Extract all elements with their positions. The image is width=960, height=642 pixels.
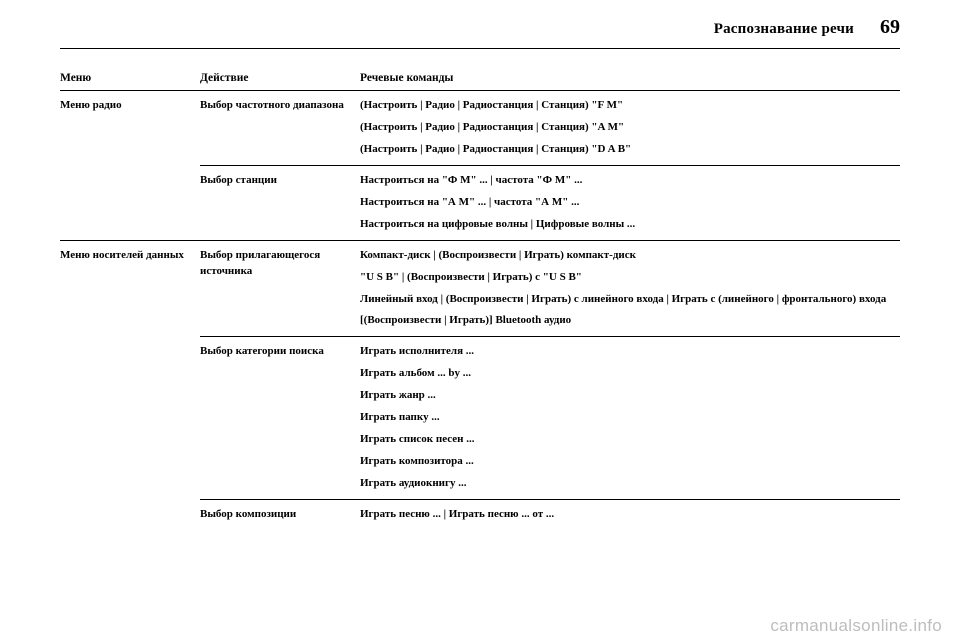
speech-commands-table (60, 70, 900, 530)
watermark: carmanualsonline.info (770, 616, 942, 635)
cell-menu-media: Меню носителей данных (60, 240, 200, 530)
table-header-row (60, 70, 900, 91)
cell-action-track: Выбор композиции (200, 499, 360, 529)
column-header-action: Действие (200, 70, 360, 91)
cell-action-station: Выбор станции (200, 165, 360, 240)
header-title: Распознавание речи (713, 21, 854, 37)
cell-commands-band: (Настроить | Радио | Радиостанция | Станция) "F M" (Настроить | Радио | Радиостанция | Станция) "A M" (Настроить | Радио | Радиостанция | Станция) "D A B" (360, 99, 632, 155)
cell-menu-radio: Меню радио (60, 99, 122, 111)
cell-commands-search-category: Играть исполнителя ... Играть альбом ... by ... Играть жанр ... Играть папку ... Играть список песен ... Играть композитора ... Играть аудиокнигу ... (360, 337, 900, 500)
table-row (60, 91, 900, 166)
page-number: 69 (880, 16, 900, 38)
cell-commands-track: Играть песню ... | Играть песню ... от ... (360, 499, 900, 529)
header-divider (60, 48, 900, 49)
table-row (60, 240, 900, 337)
column-header-commands: Речевые команды (360, 70, 900, 91)
cell-action-search-category: Выбор категории поиска (200, 337, 360, 500)
cell-action-band: Выбор частотного диапазона (200, 99, 344, 111)
column-header-menu: Меню (60, 70, 200, 91)
cell-action-source: Выбор прилагающегося источника (200, 240, 360, 337)
page-header (60, 16, 900, 39)
cell-commands-source: Компакт-диск | (Воспроизвести | Играть) компакт-диск "U S B" | (Воспроизвести | Играть) с "U S B" Линейный вход | (Воспроизвести | Играть) с линейного входа | Играть с (линейного | фронтального) входа [(Воспроизвести | Играть)] Bluetooth аудио (360, 240, 900, 337)
cell-commands-station: Настроиться на "Ф М" ... | частота "Ф М" ... Настроиться на "А М" ... | частота "А М" ... Настроиться на цифровые волны | Цифровые волны ... (360, 165, 900, 240)
